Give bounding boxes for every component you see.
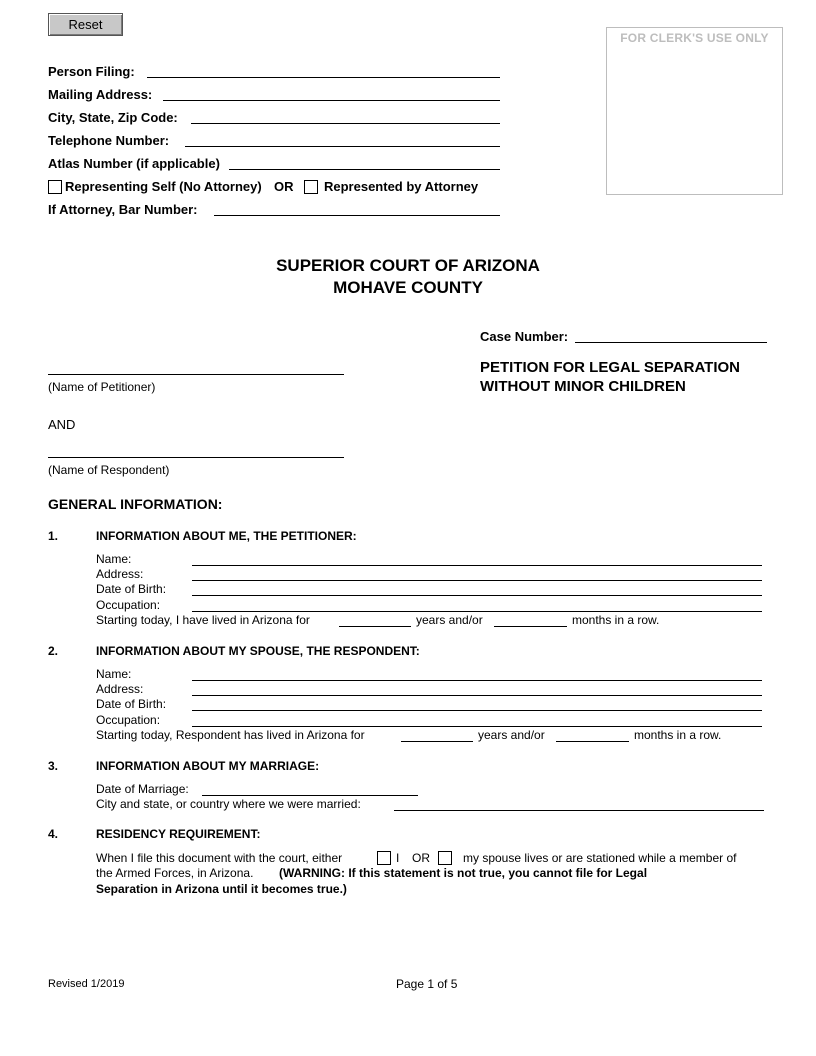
petition-title-line2: WITHOUT MINOR CHILDREN (480, 378, 686, 395)
s4-i-label: I (396, 851, 400, 865)
s4-spouse-checkbox[interactable] (438, 851, 452, 865)
s1-occupation-label: Occupation: (96, 598, 161, 612)
s1-years-label: years and/or (416, 613, 483, 627)
s2-lived-prefix: Starting today, Respondent has lived in Arizona for (96, 728, 365, 742)
petitioner-name-field[interactable] (48, 374, 344, 375)
represented-by-attorney-label: Represented by Attorney (324, 179, 479, 194)
s3-date-field[interactable] (202, 795, 418, 796)
footer-revised: Revised 1/2019 (48, 978, 125, 990)
s4-or-label: OR (412, 851, 430, 865)
mailing-address-label: Mailing Address: (48, 87, 153, 102)
bar-number-field[interactable] (214, 215, 500, 216)
s1-name-label: Name: (96, 552, 132, 566)
county-title: MOHAVE COUNTY (333, 278, 483, 297)
case-number-label: Case Number: (480, 329, 569, 344)
s4-text-prefix: When I file this document with the court, either (96, 851, 343, 865)
s2-months-field[interactable] (556, 741, 629, 742)
court-title: SUPERIOR COURT OF ARIZONA (276, 256, 540, 275)
petition-title-line1: PETITION FOR LEGAL SEPARATION (480, 359, 741, 376)
s2-occupation-label: Occupation: (96, 713, 161, 727)
s2-months-label: months in a row. (634, 728, 722, 742)
s3-place-field[interactable] (394, 810, 764, 811)
s4-warning-line3: Separation in Arizona until it becomes true.) (96, 882, 347, 896)
s3-date-label: Date of Marriage: (96, 782, 189, 796)
s1-months-label: months in a row. (572, 613, 660, 627)
or-label: OR (274, 179, 294, 194)
city-state-zip-field[interactable] (191, 123, 500, 124)
representing-self-checkbox[interactable] (48, 180, 62, 194)
s1-address-field[interactable] (192, 580, 762, 581)
atlas-number-label: Atlas Number (if applicable) (48, 156, 220, 171)
represented-by-attorney-checkbox[interactable] (304, 180, 318, 194)
clerk-use-label: FOR CLERK'S USE ONLY (620, 31, 769, 45)
respondent-name-field[interactable] (48, 457, 344, 458)
city-state-zip-label: City, State, Zip Code: (48, 110, 178, 125)
s1-lived-prefix: Starting today, I have lived in Arizona for (96, 613, 310, 627)
s1-years-field[interactable] (339, 626, 411, 627)
respondent-caption: (Name of Respondent) (48, 463, 170, 477)
s1-dob-field[interactable] (192, 595, 762, 596)
s2-years-field[interactable] (401, 741, 473, 742)
section3-heading: INFORMATION ABOUT MY MARRIAGE: (96, 759, 320, 773)
section3-number: 3. (48, 759, 59, 773)
representing-self-label: Representing Self (No Attorney) (65, 179, 262, 194)
s1-occupation-field[interactable] (192, 611, 762, 612)
and-label: AND (48, 417, 76, 432)
reset-button[interactable]: Reset (48, 13, 123, 36)
section2-number: 2. (48, 644, 59, 658)
s2-name-field[interactable] (192, 680, 762, 681)
case-number-field[interactable] (575, 342, 767, 343)
section4-number: 4. (48, 827, 59, 841)
s2-address-label: Address: (96, 682, 144, 696)
s2-dob-label: Date of Birth: (96, 697, 167, 711)
section1-number: 1. (48, 529, 59, 543)
s3-place-label: City and state, or country where we were married: (96, 797, 361, 811)
s2-name-label: Name: (96, 667, 132, 681)
s2-dob-field[interactable] (192, 710, 762, 711)
telephone-field[interactable] (185, 146, 500, 147)
petitioner-caption: (Name of Petitioner) (48, 380, 156, 394)
s1-address-label: Address: (96, 567, 144, 581)
s2-years-label: years and/or (478, 728, 545, 742)
s4-warning-line2: (WARNING: If this statement is not true, you cannot file for Legal (279, 866, 648, 880)
s1-dob-label: Date of Birth: (96, 582, 167, 596)
section1-heading: INFORMATION ABOUT ME, THE PETITIONER: (96, 529, 357, 543)
general-info-heading: GENERAL INFORMATION: (48, 496, 223, 512)
mailing-address-field[interactable] (163, 100, 500, 101)
s4-i-checkbox[interactable] (377, 851, 391, 865)
s4-line2-plain: the Armed Forces, in Arizona. (96, 866, 254, 880)
s2-address-field[interactable] (192, 695, 762, 696)
footer-page-number: Page 1 of 5 (396, 977, 458, 991)
person-filing-label: Person Filing: (48, 64, 135, 79)
atlas-number-field[interactable] (229, 169, 500, 170)
s1-months-field[interactable] (494, 626, 567, 627)
clerk-use-box (606, 27, 783, 195)
section2-heading: INFORMATION ABOUT MY SPOUSE, THE RESPONDENT: (96, 644, 420, 658)
person-filing-field[interactable] (147, 77, 500, 78)
bar-number-label: If Attorney, Bar Number: (48, 202, 198, 217)
s1-name-field[interactable] (192, 565, 762, 566)
telephone-label: Telephone Number: (48, 133, 170, 148)
section4-heading: RESIDENCY REQUIREMENT: (96, 827, 261, 841)
s4-spouse-label: my spouse lives or are stationed while a member of (463, 851, 737, 865)
s2-occupation-field[interactable] (192, 726, 762, 727)
